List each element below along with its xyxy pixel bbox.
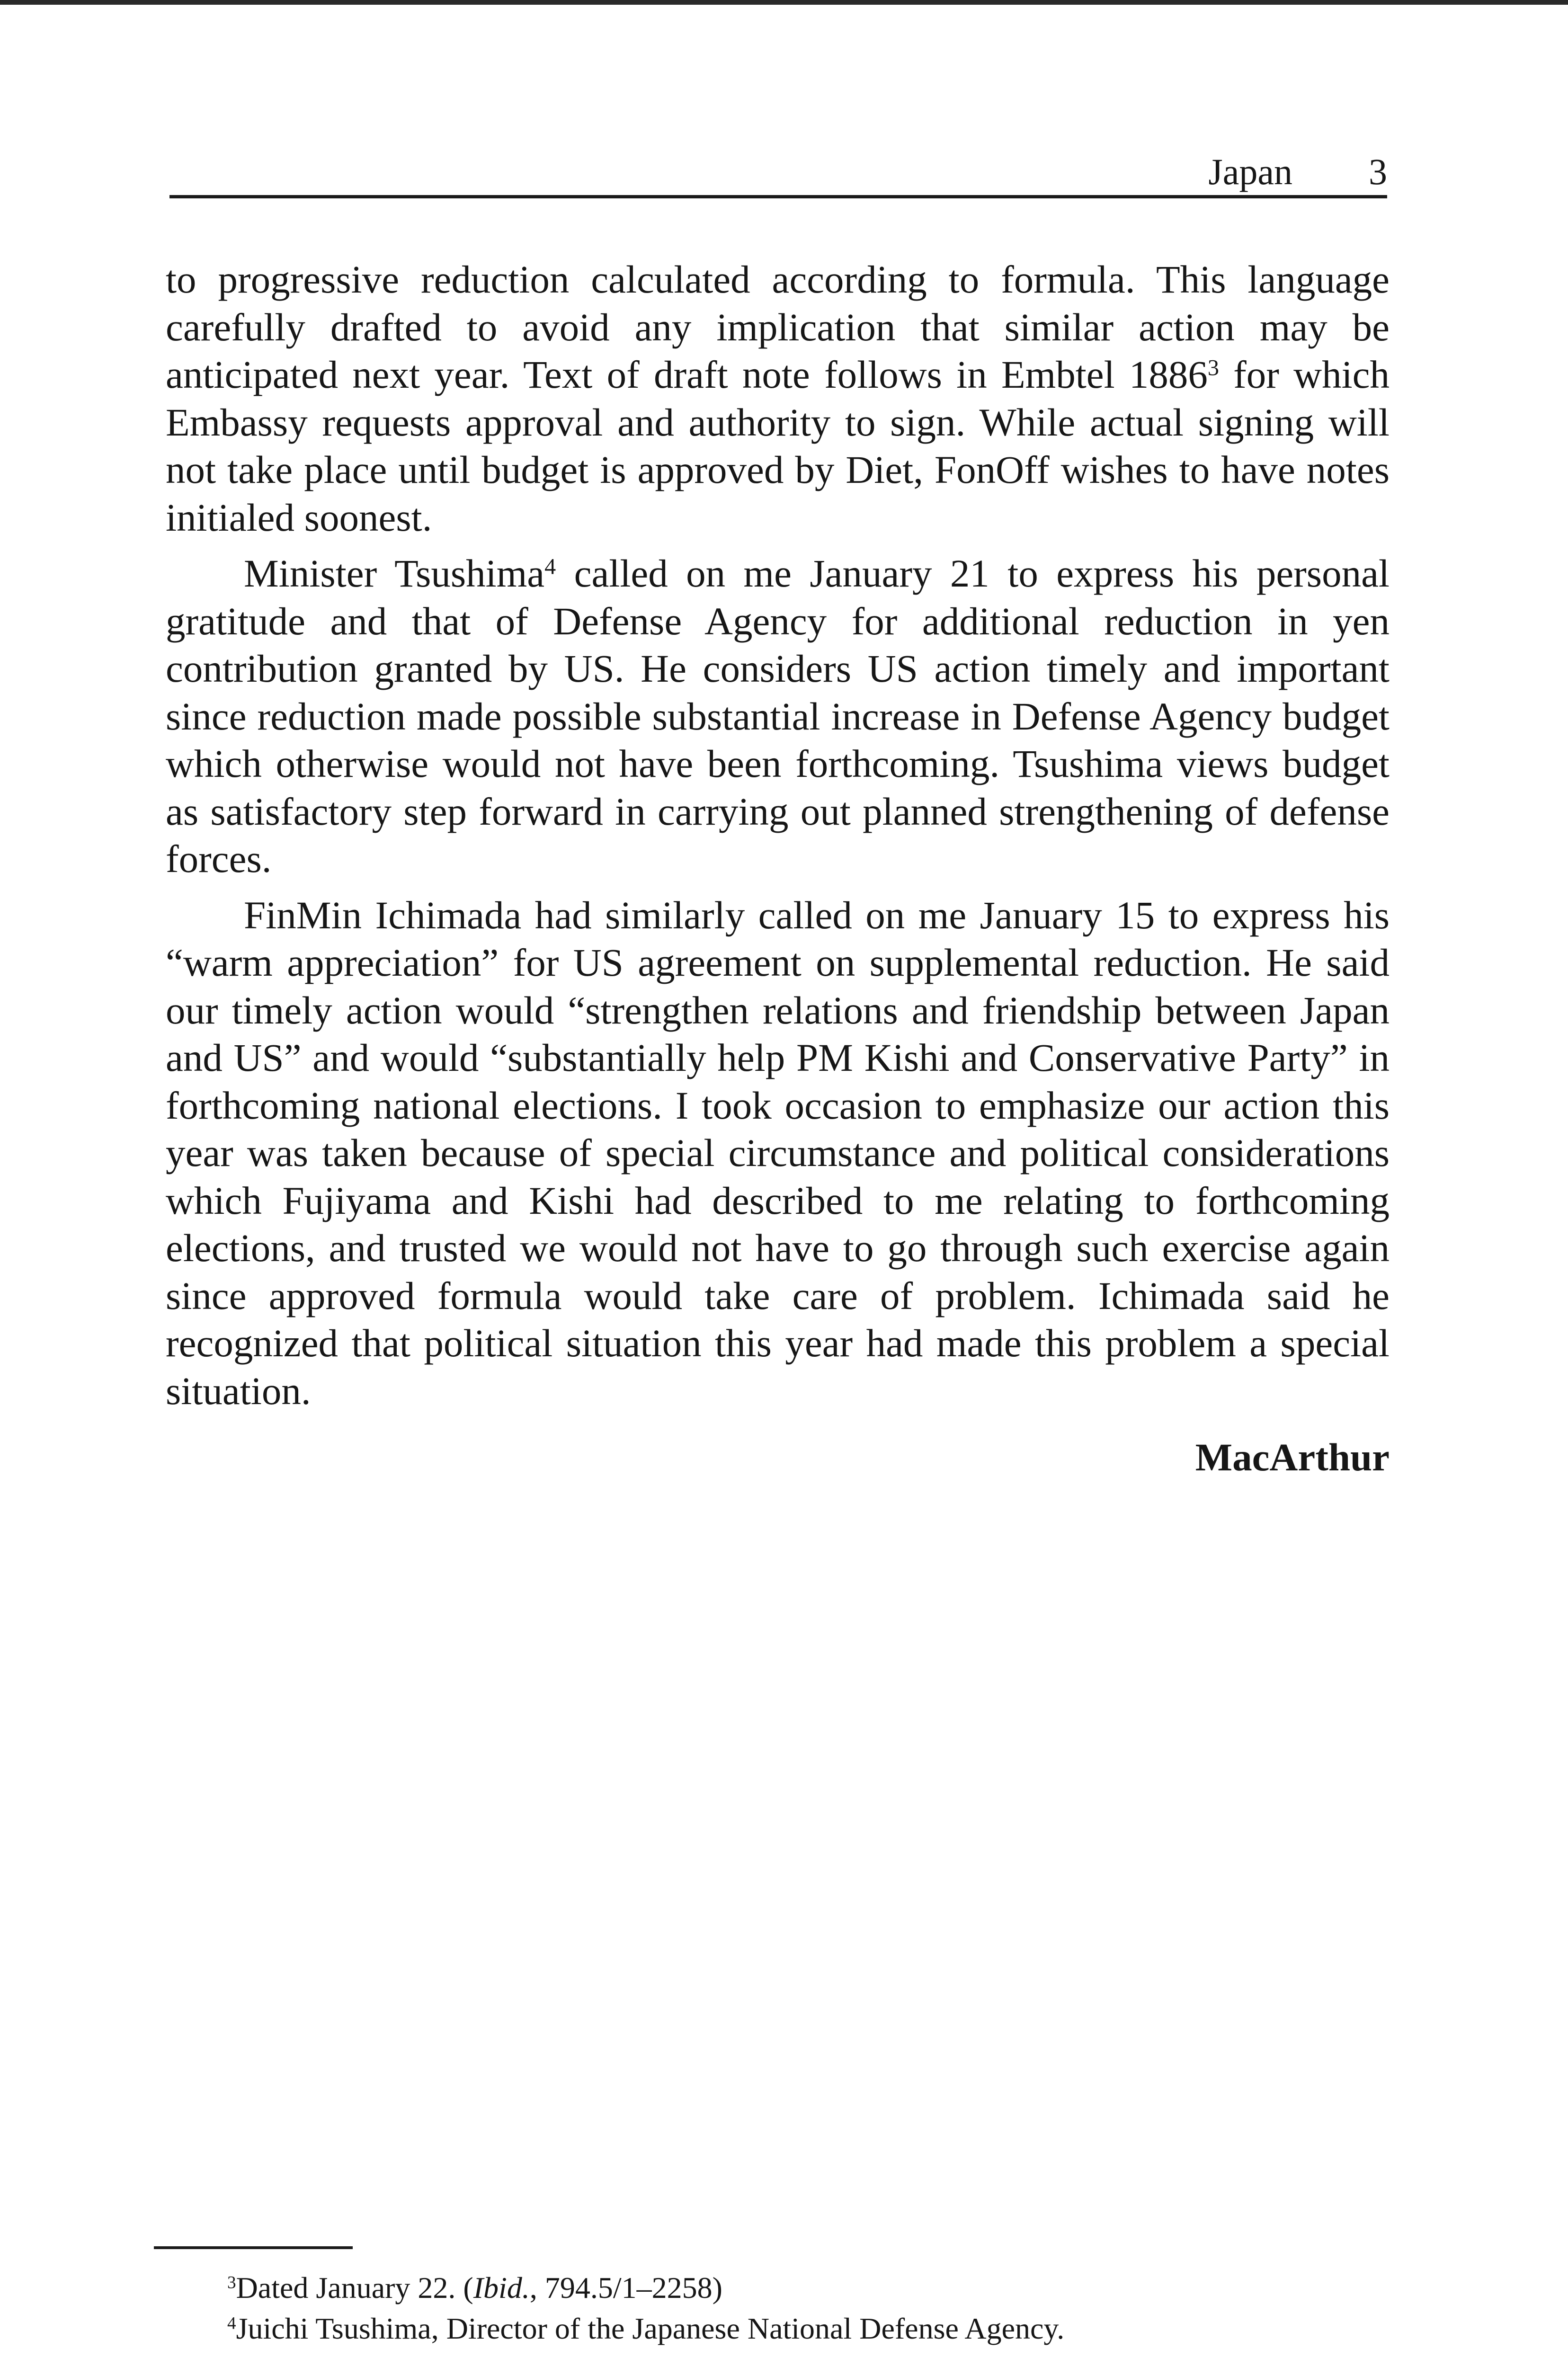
top-border-rule (0, 0, 1568, 5)
paragraph-2-continued: called on me January 21 to express his personal gratitude and that of Defense Agency for additional reduction in yen contribution granted by US. He considers US action timely and important since reduction made possible substantial increase in Defense Agency budget which otherwise would not have been forthcoming. Tsushima views budget as satisfactory step forward in carrying out planned strengthening of defense forces. (166, 552, 1390, 881)
footnote-3-italic: Ibid. (473, 2271, 530, 2305)
footnote-rule (154, 2246, 353, 2249)
footnote-3-text-after: , 794.5/1–2258) (529, 2271, 722, 2305)
signature: MacArthur (1195, 1435, 1390, 1479)
footnote-ref-3: 3 (1207, 355, 1219, 381)
document-body (166, 256, 1390, 1481)
footnote-3-number: 3 (227, 2273, 236, 2293)
footnote-ref-4: 4 (544, 554, 556, 579)
paragraph-1-continued: for which Embassy requests approval and authority to sign. While actual signing will not take place until budget is approved by Diet, FonOff wishes to have notes initialed soonest. (166, 353, 1390, 539)
footnote-4-text: Juichi Tsushima, Director of the Japanese National Defense Agency. (236, 2312, 1065, 2345)
footnote-3-text-before: Dated January 22. ( (236, 2271, 473, 2305)
footnote-3 (227, 2268, 1363, 2308)
paragraph-2 (166, 550, 1390, 883)
paragraph-1-text: to progressive reduction calculated according to formula. This language carefully drafted to avoid any implication that similar action may be anticipated next year. Text of draft note follows in Embtel 1886 (166, 258, 1390, 396)
paragraph-3: FinMin Ichimada had similarly called on me January 15 to express his “warm appreciation” for US agreement on supplemental reduction. He said our timely action would “strengthen relations and friendship between Japan and US” and would “substantially help PM Kishi and Conservative Party” in forthcoming national elections. I took occasion to emphasize our action this year was taken because of special circumstance and political considerations which Fujiyama and Kishi had described to me relating to forthcoming elections, and trusted we would not have to go through such exercise again since approved formula would take care of problem. Ichimada said he recognized that political situation this year had made this problem a special situation. (166, 893, 1390, 1413)
footnote-4 (227, 2308, 1363, 2349)
running-head: Japan (1208, 151, 1292, 192)
footnote-4-number: 4 (227, 2314, 236, 2333)
page-number: 3 (1369, 151, 1387, 192)
page-header (169, 137, 1387, 198)
paragraph-2-text: Minister Tsushima (244, 552, 545, 595)
footnotes (227, 2268, 1363, 2349)
paragraph-1 (166, 256, 1390, 541)
